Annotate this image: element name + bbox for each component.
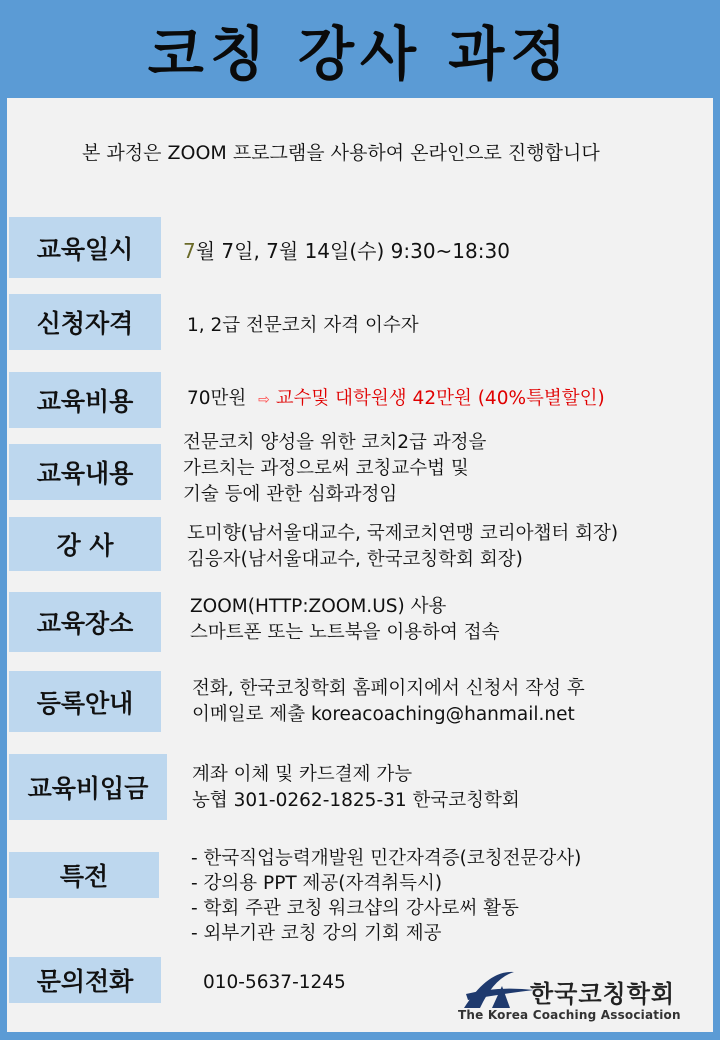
label-content: 교육내용 bbox=[9, 444, 161, 500]
logo-mark-icon bbox=[458, 968, 538, 1012]
logo-english-name: The Korea Coaching Association bbox=[458, 1008, 681, 1022]
instructor-line: 김응자(남서울대교수, 한국코칭학회 회장) bbox=[187, 549, 523, 570]
benefit-item: - 학회 주관 코칭 워크샵의 강사로써 활동 bbox=[191, 898, 519, 919]
value-registration bbox=[192, 676, 585, 728]
value-eligibility: 1, 2급 전문코치 자격 이수자 bbox=[187, 315, 419, 336]
content-line: 전문코치 양성을 위한 코치2급 과정을 bbox=[183, 432, 487, 453]
label-instructor: 강 사 bbox=[9, 517, 161, 571]
value-schedule bbox=[183, 238, 510, 264]
instructor-line: 도미향(남서울대교수, 국제코치연맹 코리아챕터 회장) bbox=[187, 523, 619, 544]
association-logo bbox=[456, 968, 696, 1028]
schedule-prefix: 7 bbox=[183, 239, 196, 263]
label-contact: 문의전화 bbox=[9, 957, 161, 1003]
schedule-text: 월 7일, 7월 14일(수) 9:30~18:30 bbox=[195, 239, 510, 263]
label-registration: 등록안내 bbox=[9, 671, 161, 732]
venue-line: 스마트폰 또는 노트북을 이용하여 접속 bbox=[190, 622, 500, 643]
value-benefits bbox=[191, 846, 581, 946]
value-payment bbox=[192, 762, 520, 814]
value-contact: 010-5637-1245 bbox=[203, 972, 346, 993]
payment-line: 농협 301-0262-1825-31 한국코칭학회 bbox=[192, 790, 520, 811]
label-benefits: 특전 bbox=[9, 852, 159, 898]
venue-line: ZOOM(HTTP:ZOOM.US) 사용 bbox=[190, 596, 447, 617]
benefit-item: - 강의용 PPT 제공(자격취득시) bbox=[191, 873, 443, 894]
fee-discount: 교수및 대학원생 42만원 (40%특별할인) bbox=[275, 388, 605, 409]
label-payment: 교육비입금 bbox=[9, 754, 167, 820]
logo-korean-name: 한국코칭학회 bbox=[530, 980, 676, 1008]
label-schedule: 교육일시 bbox=[9, 217, 161, 278]
content-line: 기술 등에 관한 심화과정임 bbox=[183, 484, 398, 505]
registration-line: 전화, 한국코칭학회 홈페이지에서 신청서 작성 후 bbox=[192, 678, 585, 699]
benefit-item: - 한국직업능력개발원 민간자격증(코칭전문강사) bbox=[191, 848, 582, 869]
payment-line: 계좌 이체 및 카드결제 가능 bbox=[192, 764, 413, 785]
value-instructor bbox=[187, 521, 618, 573]
arrow-right-icon: ⇨ bbox=[258, 392, 270, 408]
fee-amount: 70만원 bbox=[187, 388, 247, 409]
registration-line: 이메일로 제출 koreacoaching@hanmail.net bbox=[192, 704, 575, 725]
label-eligibility: 신청자격 bbox=[9, 294, 161, 350]
content-line: 가르치는 과정으로써 코칭교수법 및 bbox=[183, 458, 469, 479]
intro-text: 본 과정은 ZOOM 프로그램을 사용하여 온라인으로 진행합니다 bbox=[82, 142, 600, 164]
value-content bbox=[183, 430, 486, 508]
page-title: 코칭 강사 과정 bbox=[147, 20, 573, 88]
label-fee: 교육비용 bbox=[9, 372, 161, 428]
value-venue bbox=[190, 594, 499, 646]
value-fee bbox=[187, 386, 605, 413]
header bbox=[0, 0, 720, 98]
benefit-item: - 외부기관 코칭 강의 기회 제공 bbox=[191, 923, 442, 944]
label-venue: 교육장소 bbox=[9, 592, 161, 652]
